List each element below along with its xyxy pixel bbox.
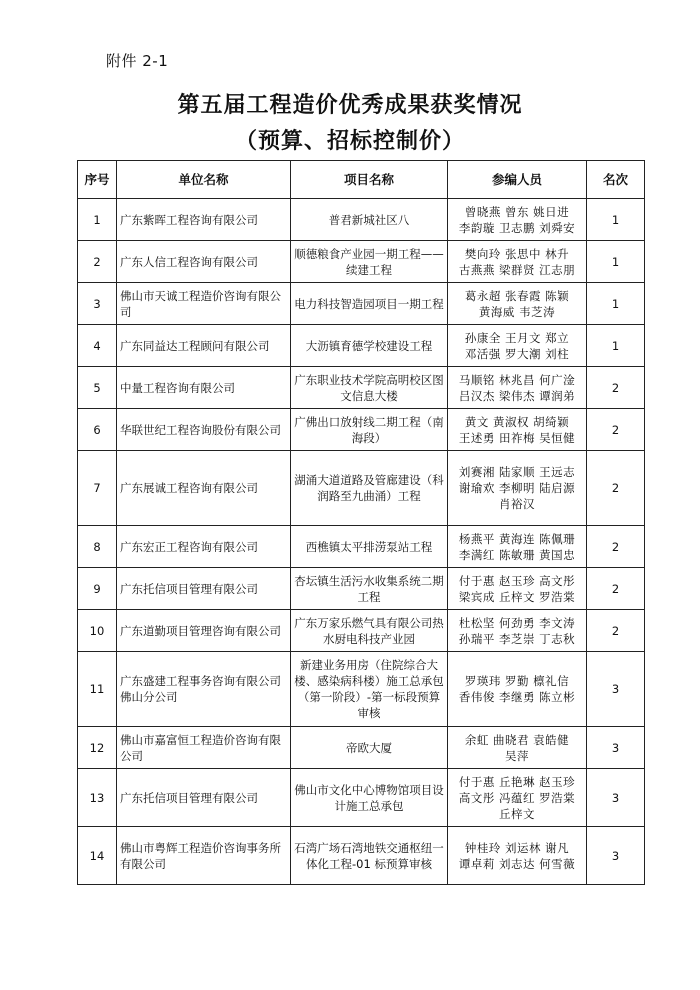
cell-no: 6 — [78, 409, 117, 451]
cell-no: 7 — [78, 451, 117, 526]
cell-people — [448, 652, 587, 727]
cell-people — [448, 199, 587, 241]
cell-rank: 3 — [587, 652, 645, 727]
cell-unit: 广东托信项目管理有限公司 — [117, 769, 291, 827]
table-row — [78, 769, 645, 827]
table-row — [78, 827, 645, 885]
cell-people — [448, 610, 587, 652]
people-line: 吴萍 — [505, 748, 529, 763]
cell-people — [448, 526, 587, 568]
cell-project: 西樵镇太平排涝泵站工程 — [291, 526, 448, 568]
cell-project: 广东万家乐燃气具有限公司热水厨电科技产业园 — [291, 610, 448, 652]
people-line: 葛永超 张春霞 陈颖 — [464, 288, 570, 303]
table-row — [78, 526, 645, 568]
cell-project: 普君新城社区八 — [291, 199, 448, 241]
cell-no: 11 — [78, 652, 117, 727]
cell-unit: 广东托信项目管理有限公司 — [117, 568, 291, 610]
page-subtitle: （预算、招标控制价） — [234, 129, 465, 154]
cell-no: 14 — [78, 827, 117, 885]
people-line: 钟桂玲 刘运林 谢凡 — [464, 840, 570, 855]
table-header-row — [78, 161, 645, 199]
cell-unit: 广东紫晖工程咨询有限公司 — [117, 199, 291, 241]
cell-project: 电力科技智造园项目一期工程 — [291, 283, 448, 325]
cell-people — [448, 241, 587, 283]
cell-unit: 广东宏正工程咨询有限公司 — [117, 526, 291, 568]
people-line: 高文彤 冯蕴红 罗浩棠 — [458, 790, 576, 805]
cell-unit: 广东道勤项目管理咨询有限公司 — [117, 610, 291, 652]
table-row — [78, 199, 645, 241]
people-line: 马顺铭 林兆昌 何广淦 — [458, 372, 576, 387]
cell-unit: 广东同益达工程顾问有限公司 — [117, 325, 291, 367]
cell-rank: 2 — [587, 526, 645, 568]
cell-rank: 1 — [587, 241, 645, 283]
cell-project: 顺德粮食产业园一期工程——续建工程 — [291, 241, 448, 283]
cell-no: 12 — [78, 727, 117, 769]
cell-unit: 中量工程咨询有限公司 — [117, 367, 291, 409]
attachment-label: 附件 2-1 — [106, 52, 169, 70]
cell-no: 10 — [78, 610, 117, 652]
people-line: 丘梓文 — [499, 806, 535, 821]
cell-unit: 佛山市天诚工程造价咨询有限公司 — [117, 283, 291, 325]
people-line: 杜松坚 何劲勇 李文涛 — [458, 615, 576, 630]
people-line: 杨燕平 黄海连 陈佩珊 — [458, 531, 576, 546]
cell-project: 佛山市文化中心博物馆项目设计施工总承包 — [291, 769, 448, 827]
page-title: 第五届工程造价优秀成果获奖情况 — [177, 93, 523, 118]
cell-people — [448, 283, 587, 325]
people-line: 李满红 陈敏珊 黄国忠 — [458, 547, 576, 562]
cell-no: 4 — [78, 325, 117, 367]
cell-unit: 广东盛建工程事务咨询有限公司佛山分公司 — [117, 652, 291, 727]
cell-rank: 2 — [587, 610, 645, 652]
table-row — [78, 727, 645, 769]
cell-no: 9 — [78, 568, 117, 610]
awards-table — [77, 160, 645, 885]
table-row — [78, 241, 645, 283]
cell-people — [448, 568, 587, 610]
people-line: 梁宾成 丘梓文 罗浩棠 — [458, 589, 576, 604]
cell-unit: 华联世纪工程咨询股份有限公司 — [117, 409, 291, 451]
cell-no: 3 — [78, 283, 117, 325]
cell-rank: 1 — [587, 283, 645, 325]
people-line: 邓活强 罗大潮 刘柱 — [464, 346, 570, 361]
header-no: 序号 — [78, 161, 117, 199]
cell-people — [448, 827, 587, 885]
table-row — [78, 451, 645, 526]
cell-unit: 广东人信工程咨询有限公司 — [117, 241, 291, 283]
cell-unit: 佛山市粤辉工程造价咨询事务所有限公司 — [117, 827, 291, 885]
table-row — [78, 325, 645, 367]
table-row — [78, 568, 645, 610]
people-line: 孙瑞平 李芝崇 丁志秋 — [458, 631, 576, 646]
cell-rank: 3 — [587, 727, 645, 769]
people-line: 古燕燕 梁群贤 江志朋 — [458, 262, 576, 277]
cell-project: 大沥镇育德学校建设工程 — [291, 325, 448, 367]
cell-people — [448, 451, 587, 526]
people-line: 谭卓莉 刘志达 何雪薇 — [458, 856, 576, 871]
cell-rank: 1 — [587, 325, 645, 367]
table-row — [78, 610, 645, 652]
cell-people — [448, 325, 587, 367]
cell-people — [448, 367, 587, 409]
cell-rank: 2 — [587, 451, 645, 526]
cell-project: 帝欧大厦 — [291, 727, 448, 769]
table-row — [78, 283, 645, 325]
cell-rank: 3 — [587, 769, 645, 827]
header-unit: 单位名称 — [117, 161, 291, 199]
people-line: 香伟俊 李继勇 陈立彬 — [458, 690, 576, 704]
cell-people — [448, 727, 587, 769]
cell-rank: 2 — [587, 409, 645, 451]
cell-project: 杏坛镇生活污水收集系统二期工程 — [291, 568, 448, 610]
people-line: 吕汉杰 梁伟杰 谭润弟 — [458, 388, 576, 403]
cell-no: 5 — [78, 367, 117, 409]
cell-rank: 2 — [587, 568, 645, 610]
cell-rank: 1 — [587, 199, 645, 241]
table-row — [78, 409, 645, 451]
cell-rank: 2 — [587, 367, 645, 409]
people-line: 罗瑛玮 罗勤 檩礼信 — [464, 674, 570, 688]
cell-project: 广佛出口放射线二期工程（南海段） — [291, 409, 448, 451]
people-line: 肖裕汉 — [499, 497, 535, 511]
cell-project: 广东职业技术学院高明校区图文信息大楼 — [291, 367, 448, 409]
people-line: 樊向玲 张思中 林升 — [464, 246, 570, 261]
header-people: 参编人员 — [448, 161, 587, 199]
table-row — [78, 652, 645, 727]
people-line: 李韵璇 卫志鹏 刘舜安 — [458, 220, 576, 235]
cell-people — [448, 769, 587, 827]
cell-no: 8 — [78, 526, 117, 568]
header-rank: 名次 — [587, 161, 645, 199]
people-line: 余虹 曲晓君 袁皓健 — [464, 732, 570, 747]
people-line: 谢瑜欢 李柳明 陆启源 — [458, 481, 576, 495]
cell-project: 新建业务用房（住院综合大楼、感染病科楼）施工总承包（第一阶段）-第一标段预算审核 — [291, 652, 448, 727]
people-line: 付于惠 丘艳琳 赵玉珍 — [458, 774, 576, 789]
cell-project: 湖涌大道道路及管廊建设（科润路至九曲涌）工程 — [291, 451, 448, 526]
people-line: 黄海威 韦芝涛 — [478, 304, 556, 319]
people-line: 刘赛湘 陆家顺 王远志 — [458, 465, 576, 479]
cell-project: 石湾广场石湾地铁交通枢纽一体化工程-01 标预算审核 — [291, 827, 448, 885]
people-line: 孙康全 王月文 郑立 — [464, 330, 570, 345]
people-line: 曾晓燕 曾东 姚日进 — [464, 204, 570, 219]
header-project: 项目名称 — [291, 161, 448, 199]
people-line: 王述勇 田祚梅 吴恒健 — [458, 430, 576, 445]
cell-people — [448, 409, 587, 451]
cell-no: 13 — [78, 769, 117, 827]
cell-unit: 佛山市嘉富恒工程造价咨询有限公司 — [117, 727, 291, 769]
table-row — [78, 367, 645, 409]
cell-no: 2 — [78, 241, 117, 283]
cell-rank: 3 — [587, 827, 645, 885]
cell-unit: 广东展诚工程咨询有限公司 — [117, 451, 291, 526]
people-line: 付于惠 赵玉珍 高文彤 — [458, 573, 576, 588]
people-line: 黄文 黄淑权 胡绮颖 — [464, 414, 570, 429]
cell-no: 1 — [78, 199, 117, 241]
